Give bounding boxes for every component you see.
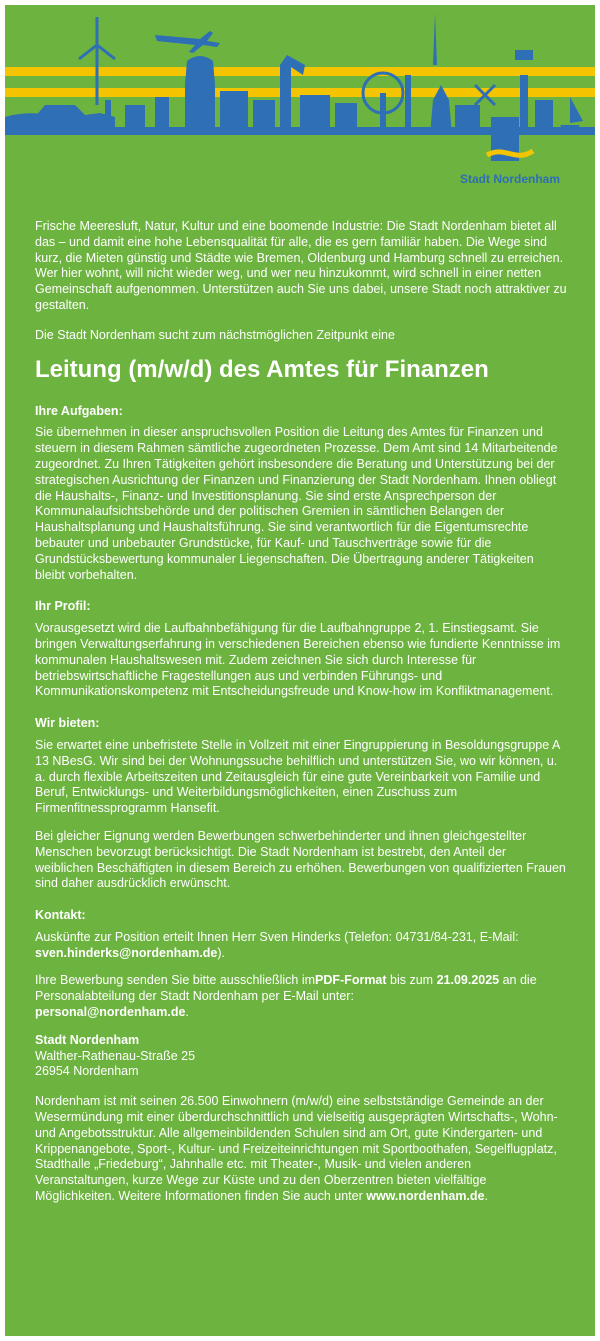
application-info: [35, 973, 567, 1020]
address-city: 26954 Nordenham: [35, 1064, 139, 1079]
job-title: Leitung (m/w/d) des Amtes für Finanzen: [35, 355, 489, 383]
closing-end: .: [484, 1189, 489, 1204]
kontakt-section: [35, 908, 567, 1205]
profil-section: [35, 599, 567, 700]
apply-part-3: an die Personalabteilung der Stadt Nordenham per E-Mail unter:: [35, 973, 537, 1004]
apply-end: .: [185, 1005, 189, 1020]
skyline-banner: [5, 5, 595, 205]
application-email-link[interactable]: personal@nordenham.de: [35, 1005, 186, 1020]
airplane-icon: [155, 31, 220, 53]
apply-format: PDF-Format: [315, 973, 387, 988]
apply-part-2: bis zum: [386, 973, 437, 988]
search-line: Die Stadt Nordenham sucht zum nächstmöglichen Zeitpunkt eine: [35, 327, 395, 342]
address-block: [35, 1033, 567, 1080]
kontakt-info-suffix: ).: [217, 945, 226, 960]
apply-date: 21.09.2025: [436, 973, 500, 988]
job-ad-page: [5, 5, 595, 1336]
bieten-text: Sie erwartet eine unbefristete Stelle in Vollzeit mit einer Eingruppierung in Besoldungsgruppe A 13 NBesG. Wir sind bei der Wohnungssuche behilflich und unterstützen Sie, wo wir können, u. a. durch flexible Arbeitszeiten und Zeitausgleich für eine gute Vereinbarkeit von Familie und Beruf, Entwicklungs- und Weiterbildungsmöglichkeiten, einen Zuschuss zum Firmenfitnessprogramm Hansefit.: [35, 737, 560, 816]
bieten-section: [35, 716, 567, 892]
contact-email-link[interactable]: sven.hinderks@nordenham.de: [35, 945, 218, 960]
kontakt-info-prefix: Auskünfte zur Position erteilt Ihnen Herr Sven Hinderks (Telefon: 04731/84-231, E-Mail:: [35, 929, 519, 944]
address-name: Stadt Nordenham: [35, 1032, 140, 1047]
profil-heading: Ihr Profil:: [35, 599, 91, 614]
radio-tower-icon: [433, 13, 437, 65]
aufgaben-heading: Ihre Aufgaben:: [35, 403, 123, 418]
apply-part-1: Ihre Bewerbung senden Sie bitte ausschließlich im: [35, 973, 316, 988]
closing-text: Nordenham ist mit seinen 26.500 Einwohnern (m/w/d) eine selbstständige Gemeinde an der Wesermündung mit einer überdurchschnittlich und vielseitig ausgeprägten Wirtschafts-, Wohn- und Angebotsstruktur. Alle allgemeinbildenden Schulen sind am Ort, gute Kindergarten- und Krippenangebote, Sport-, Kultur- und Freizeiteinrichtungen mit Sportboothafen, Segelflugplatz, Stadthalle „Friedeburg“, Jahnhalle etc. mit Theater-, Musik- und vielen anderen Veranstaltungen, kurze Wege zur Küste und zu den Oberzentren bieten vielfältige Möglichkeiten. Weitere Informationen finden Sie auch unter: [35, 1094, 558, 1204]
profil-text: Vorausgesetzt wird die Laufbahnbefähigung für die Laufbahngruppe 2, 1. Einstiegsamt. Sie bringen Verwaltungserfahrung in verschiedenen Bereichen ebenso wie fundierte Kenntnisse im kommunalen Haushaltswesen mit. Zudem zeichnen Sie sich durch Interesse für betriebswirtschaftliche Fragestellungen aus und verbinden Führungs- und Kommunikationskompetenz mit Entscheidungsfreude und Know-how im Konfliktmanagement.: [35, 621, 561, 699]
website-link[interactable]: www.nordenham.de: [366, 1189, 485, 1204]
kontakt-heading: Kontakt:: [35, 908, 86, 923]
equality-text: Bei gleicher Eignung werden Bewerbungen schwerbehinderter und ihnen gleichgestellter Menschen bevorzugt berücksichtigt. Die Stadt Nordenham ist bestrebt, den Anteil der weiblichen Beschäftigten in diesem Bereich zu erhöhen. Bewerbungen von qualifizierten Frauen sind daher ausdrücklich erwünscht.: [35, 828, 566, 891]
bieten-heading: Wir bieten:: [35, 716, 100, 731]
address-street: Walther-Rathenau-Straße 25: [35, 1048, 196, 1063]
aufgaben-text: Sie übernehmen in dieser anspruchsvollen Position die Leitung des Amtes für Finanzen und steuern in diesem Rahmen sämtliche zugeordneten Prozesse. Dem Amt sind 14 Mitarbeitende zugeordnet. Zu Ihren Tätigkeiten gehört insbesondere die Beratung und Unterstützung bei der strategischen Ausrichtung der Finanzen und Finanzierung der Stadt Nordenham. Ihnen obliegt die Haushalts-, Finanz- und Investitionsplanung. Sie sind erste Ansprechperson der Kommunalaufsichtsbehörde und der politischen Gremien in sämtlichen Belangen der Haushaltsplanung und Haushaltsführung. Sie sind verantwortlich für die Eigentumsrechte bebauter und unbebauter Grundstücke, für Kauf- und Tauschverträge sowie für die Grundstücksbewertung kommunaler Liegenschaften. Die Übertragung anderer Tätigkeiten bleibt vorbehalten.: [35, 425, 558, 582]
ad-content: [35, 219, 567, 1217]
intro-paragraph: Frische Meeresluft, Natur, Kultur und eine boomende Industrie: Die Stadt Nordenham bietet all das – und damit eine hohe Lebensqualität für alle, die es gern familiär haben. Die Wege sind kurz, die Mieten günstig und Städte wie Bremen, Oldenburg und Hamburg schnell zu erreichen. Wer hier wohnt, will nicht wieder weg, und wer neu hinzukommt, wird schnell in einer netten Gemeinschaft aufgenommen. Unterstützen auch Sie uns dabei, unsere Stadt noch attraktiver zu gestalten.: [35, 219, 567, 312]
logo-text: Stadt Nordenham: [459, 172, 561, 186]
kontakt-info: [35, 930, 567, 962]
closing-paragraph: [35, 1094, 567, 1205]
